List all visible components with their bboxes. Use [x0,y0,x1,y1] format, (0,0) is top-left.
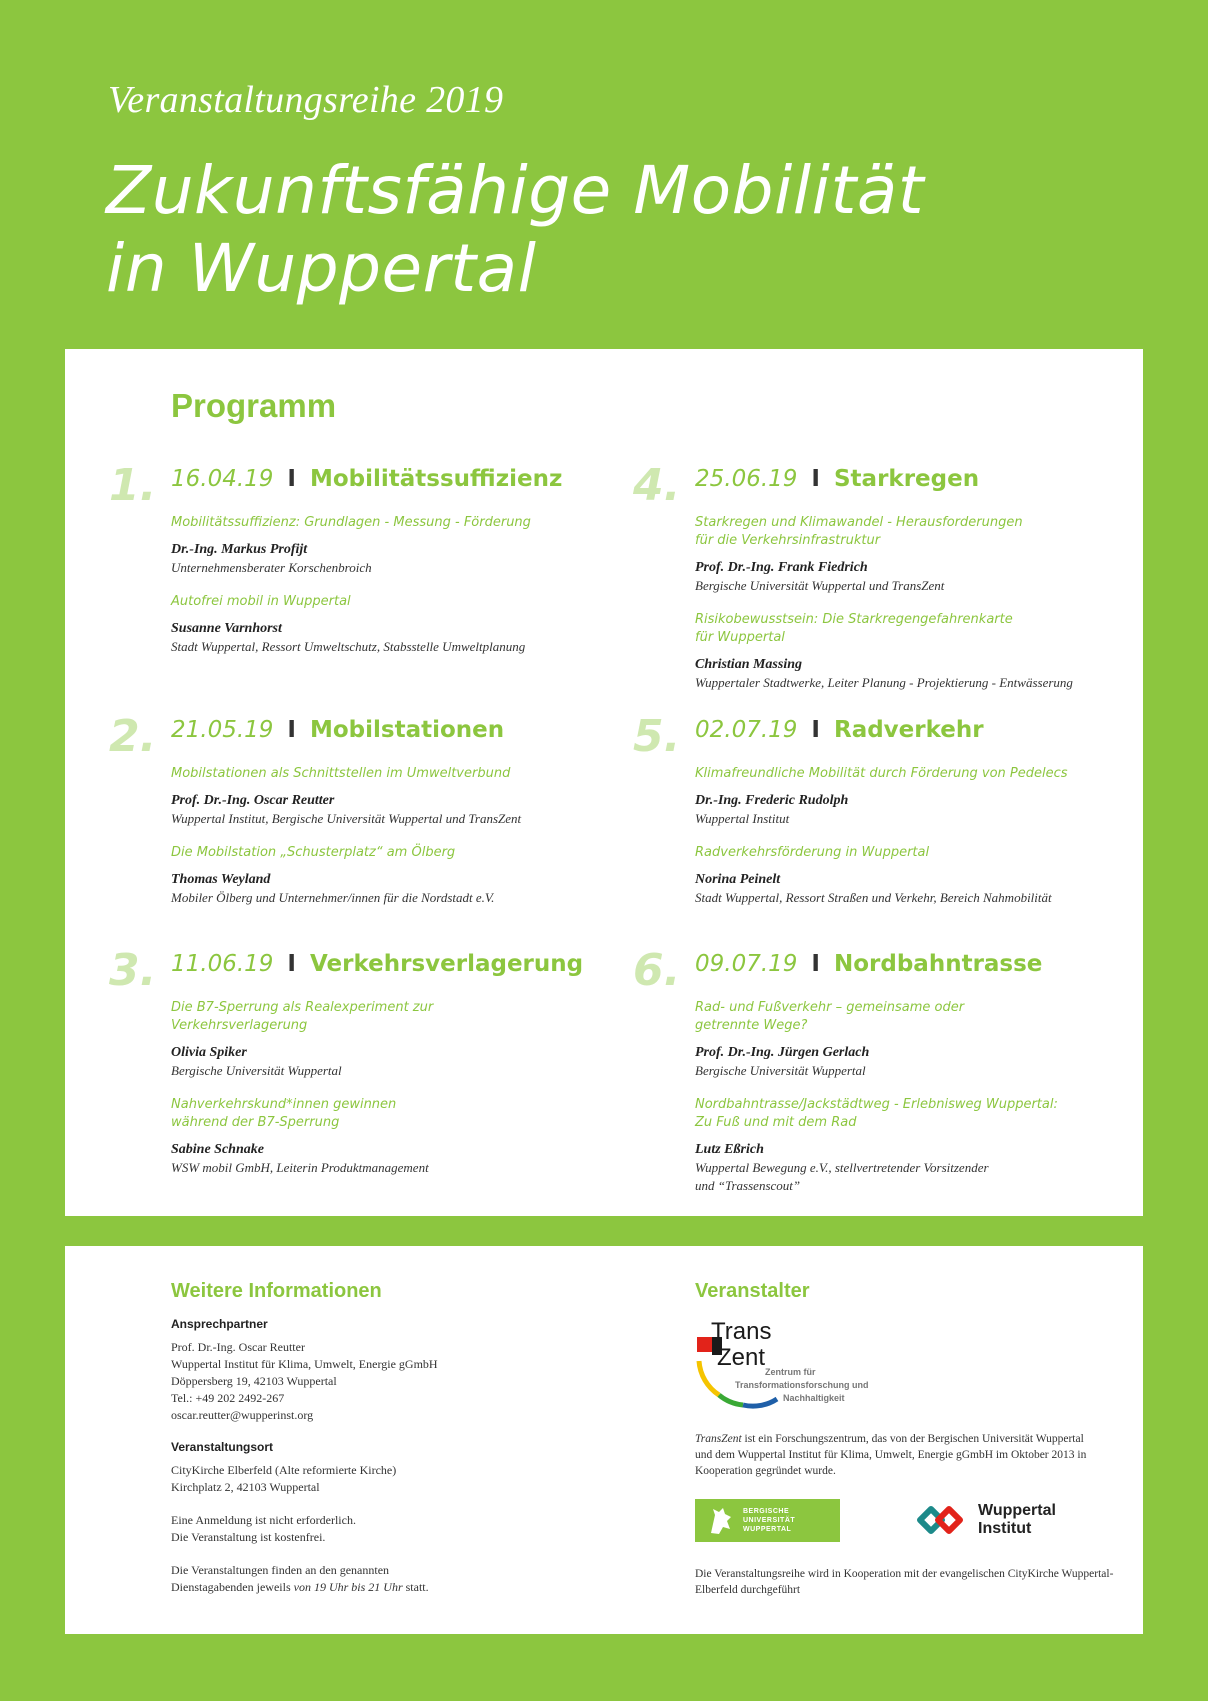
event-number: 5. [633,711,681,762]
event-date: 16.04.19 [171,466,274,492]
wi-logo-text: Wuppertal Institut [978,1502,1056,1537]
tz-name: TransZent [695,1433,742,1445]
event-number: 2. [109,711,157,762]
talk-title: Klimafreundliche Mobilität durch Förderung von Pedelecs [695,766,1068,781]
program-panel [65,349,1143,1216]
event-separator: I [287,466,296,492]
event-header [695,717,1185,755]
registration-text: Eine Anmeldung ist nicht erforderlich. Die Veranstaltung ist kostenfrei. [171,1513,356,1544]
tz-logo-sub3: Nachhaltigkeit [783,1393,845,1403]
wuppertal-institut-logo [916,1502,1056,1538]
talk-speaker: Sabine Schnake [171,1142,264,1157]
program-event [109,460,661,656]
event-number: 4. [633,460,681,511]
info-heading: Weitere Informationen [171,1280,382,1302]
talk-title: Die Mobilstation „Schusterplatz“ am Ölberg [171,845,456,860]
program-event [109,711,661,907]
tz-desc-text: ist ein Forschungszentrum, das von der Bergischen Universität Wuppertal und dem Wuppertal Institut für Klima, Umwelt, Energie gGmbH im Oktober 2013 in Kooperation gegründet wurde. [695,1433,1087,1477]
info-panel [65,1246,1143,1634]
program-event [109,945,661,1177]
talk-item [695,844,1185,907]
lion-crest-icon [705,1505,735,1537]
event-topic: Mobilitätssuffizienz [309,466,563,492]
talk-title: Radverkehrsförderung in Wuppertal [695,845,930,860]
times-emphasis: von 19 Uhr bis 21 Uhr [293,1580,403,1594]
talk-affiliation: Bergische Universität Wuppertal [695,1063,866,1078]
talk-title: Nahverkehrskund*innen gewinnen während der B7-Sperrung [171,1097,397,1130]
talk-item [171,1096,661,1177]
wi-link-icon [916,1503,972,1537]
talk-speaker: Olivia Spiker [171,1045,247,1060]
talk-affiliation: Stadt Wuppertal, Ressort Straßen und Verkehr, Bereich Nahmobilität [695,890,1052,905]
talk-title: Starkregen und Klimawandel - Herausforderungen für die Verkehrsinfrastruktur [695,515,1023,548]
talk-title: Autofrei mobil in Wuppertal [171,594,351,609]
program-heading: Programm [171,387,337,424]
series-subtitle: Veranstaltungsreihe 2019 [108,79,504,121]
bergische-universitaet-logo [695,1499,840,1542]
event-date: 02.07.19 [695,717,798,743]
talk-item [695,1096,1185,1195]
talk-speaker: Prof. Dr.-Ing. Oscar Reutter [171,793,335,808]
title-line-2: in Wuppertal [106,230,537,307]
event-separator: I [287,951,296,977]
talk-affiliation: Wuppertal Institut, Bergische Universität Wuppertal und TransZent [171,811,522,826]
talk-title: Mobilstationen als Schnittstellen im Umweltverbund [171,766,511,781]
talk-affiliation: Mobiler Ölberg und Unternehmer/innen für die Nordstadt e.V. [171,890,495,905]
talk-title: Die B7-Sperrung als Realexperiment zur Verkehrsverlagerung [171,1000,434,1033]
transzent-description [695,1431,1095,1479]
event-number: 6. [633,945,681,996]
talk-title: Risikobewusstsein: Die Starkregengefahrenkarte für Wuppertal [695,612,1013,645]
transzent-logo [695,1315,885,1415]
talk-affiliation: WSW mobil GmbH, Leiterin Produktmanagement [171,1160,429,1175]
event-date: 21.05.19 [171,717,274,743]
talk-speaker: Dr.-Ing. Markus Profijt [171,542,308,557]
tz-logo-sub2: Transformationsforschung und [735,1380,869,1390]
venue-label: Veranstaltungsort [171,1440,274,1454]
talk-speaker: Lutz Eßrich [695,1142,764,1157]
talk-speaker: Susanne Varnhorst [171,621,282,636]
times-suffix: statt. [402,1580,429,1594]
event-number: 3. [109,945,157,996]
tz-logo-line2: Zent [717,1344,766,1371]
event-topic: Starkregen [833,466,980,492]
program-event [633,711,1185,907]
event-header [695,466,1185,504]
talk-item [171,844,661,907]
buw-logo-text: BERGISCHE UNIVERSITÄT WUPPERTAL [743,1508,796,1533]
event-number: 1. [109,460,157,511]
event-separator: I [811,717,820,743]
talk-affiliation: Wuppertal Bewegung e.V., stellvertretender Vorsitzender und “Trassenscout” [695,1160,989,1193]
event-topic: Verkehrsverlagerung [309,951,584,977]
talk-speaker: Norina Peinelt [695,872,781,887]
talk-item [695,611,1185,692]
talk-affiliation: Bergische Universität Wuppertal und TransZent [695,578,945,593]
organizer-heading: Veranstalter [695,1280,810,1302]
event-header [695,951,1185,989]
talk-title: Mobilitätssuffizienz: Grundlagen - Messung - Förderung [171,515,531,530]
event-separator: I [287,717,296,743]
event-header [171,466,661,504]
event-topic: Mobilstationen [309,717,505,743]
times-text [171,1562,611,1596]
event-topic: Radverkehr [833,717,984,743]
talk-affiliation: Bergische Universität Wuppertal [171,1063,342,1078]
times-prefix: Die Veranstaltungen finden an den genannten Dienstagabenden jeweils [171,1563,390,1594]
talk-item [695,765,1185,828]
info-column [171,1317,611,1612]
talk-speaker: Christian Massing [695,657,802,672]
talk-item [171,999,661,1080]
tz-logo-line1: Trans [711,1318,772,1345]
talk-speaker: Prof. Dr.-Ing. Frank Fiedrich [695,560,868,575]
event-date: 11.06.19 [171,951,274,977]
talk-title: Nordbahntrasse/Jackstädtweg - Erlebnisweg Wuppertal: Zu Fuß und mit dem Rad [695,1097,1058,1130]
talk-item [171,765,661,828]
tz-logo-sub1: Zentrum für [765,1367,816,1377]
contact-label: Ansprechpartner [171,1317,268,1331]
talk-affiliation: Wuppertaler Stadtwerke, Leiter Planung - Projektierung - Entwässerung [695,675,1073,690]
talk-item [171,593,661,656]
contact-text: Prof. Dr.-Ing. Oscar Reutter Wuppertal Institut für Klima, Umwelt, Energie gGmbH Döppersberg 19, 42103 Wuppertal Tel.: +49 202 2492-267 oscar.reutter@wupperinst.org [171,1340,438,1422]
event-topic: Nordbahntrasse [833,951,1043,977]
talk-speaker: Dr.-Ing. Frederic Rudolph [695,793,849,808]
event-header [171,717,661,755]
talk-item [695,514,1185,595]
venue-text: CityKirche Elberfeld (Alte reformierte Kirche) Kirchplatz 2, 42103 Wuppertal [171,1463,397,1494]
program-event [633,945,1185,1195]
event-separator: I [811,466,820,492]
event-date: 25.06.19 [695,466,798,492]
cooperation-note: Die Veranstaltungsreihe wird in Kooperation mit der evangelischen CityKirche Wuppertal-Elberfeld durchgeführt [695,1568,1114,1596]
event-separator: I [811,951,820,977]
talk-speaker: Thomas Weyland [171,872,271,887]
event-date: 09.07.19 [695,951,798,977]
talk-affiliation: Wuppertal Institut [695,811,790,826]
talk-speaker: Prof. Dr.-Ing. Jürgen Gerlach [695,1045,870,1060]
program-event [633,460,1185,692]
talk-item [695,999,1185,1080]
talk-title: Rad- und Fußverkehr – gemeinsame oder getrennte Wege? [695,1000,965,1033]
page-title [106,152,924,308]
talk-affiliation: Stadt Wuppertal, Ressort Umweltschutz, Stabsstelle Umweltplanung [171,639,526,654]
talk-item [171,514,661,577]
event-header [171,951,661,989]
talk-affiliation: Unternehmensberater Korschenbroich [171,560,372,575]
title-line-1: Zukunftsfähige Mobilität [106,152,925,229]
